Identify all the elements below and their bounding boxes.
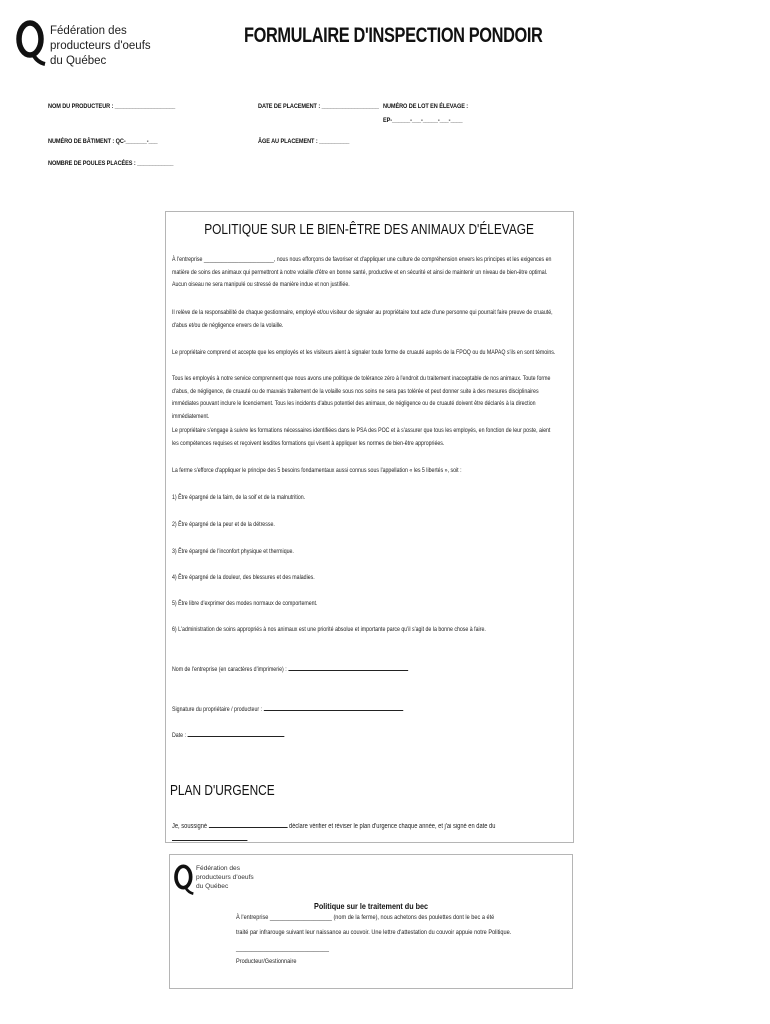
urgency-declaration-row xyxy=(172,821,557,846)
beak-policy-line-1: À l'entreprise ____________________ (nom de la ferme), nous achetons des poulettes dont le bec a été xyxy=(236,914,495,921)
beak-treatment-policy-box xyxy=(169,854,573,989)
signature-row xyxy=(172,704,557,717)
logo-line: producteurs d'oeufs xyxy=(50,40,151,52)
undersigned-name-input-line[interactable] xyxy=(209,827,288,828)
beak-policy-line-2: traité par infrarouge suivant leur naissance au couvoir. Une lettre d'attestation du couvoir appuie notre Politique. xyxy=(236,929,512,936)
fpoq-logo-text xyxy=(50,24,151,69)
placement-date-field[interactable]: DATE DE PLACEMENT : ___________________ xyxy=(258,103,379,110)
logo-line: Fédération des xyxy=(50,25,127,37)
logo-line: Fédération des xyxy=(196,865,240,872)
signature-input-line[interactable] xyxy=(263,710,402,711)
lot-number-label: NUMÉRO DE LOT EN ÉLEVAGE : xyxy=(383,103,469,110)
policy-paragraph-5: Le propriétaire s'engage à suivre les formations nécessaires identifiées dans le PSA des POC et à s'assurer que tous les employés, en fonction de leur poste, aient les compétences requises et reçoivent lesdites formations qui visent à appliquer les normes de bien-être appropriées. xyxy=(172,427,551,447)
logo-line: du Québec xyxy=(196,882,229,890)
policy-paragraph-4: Tous les employés à notre service comprennent que nous avons une politique de tolérance zéro à l'endroit du traitement inacceptable de nos animaux. Toute forme d'abus, de négligence, de cruauté ou de mauvais traitement de la volaille sous nos soins ne sera pas tolérée et peut donner suite à des mesures disciplinaires immédiates pouvant inclure le licenciement. Tous les incidents d'abus potentiel des animaux, de négligence ou de cruauté doivent être déclarés à la direction immédiatement. xyxy=(172,375,551,420)
hens-placed-field[interactable]: NOMBRE DE POULES PLACÉES : ____________ xyxy=(48,160,174,167)
freedom-item: 5) Être libre d'exprimer des modes normaux de comportement. xyxy=(172,600,318,607)
logo-line: du Québec xyxy=(50,55,107,67)
urgency-text-middle: déclare vérifier et réviser le plan d'urgence chaque année, et j'ai signé en date du xyxy=(289,823,496,830)
form-title: FORMULAIRE D'INSPECTION PONDOIR xyxy=(244,24,543,47)
policy-paragraph-6: La ferme s'efforce d'appliquer le principe des 5 besoins fondamentaux aussi connus sous l'appellation « les 5 libertés », soit : xyxy=(172,467,462,474)
placement-age-field[interactable]: ÂGE AU PLACEMENT : __________ xyxy=(258,138,350,145)
freedom-item: 2) Être épargné de la peur et de la détresse. xyxy=(172,521,275,528)
freedom-item: 3) Être épargné de l'inconfort physique et thermique. xyxy=(172,548,294,555)
urgency-text-start: Je, soussigné xyxy=(172,823,208,830)
beak-policy-title: Politique sur le traitement du bec xyxy=(313,901,429,911)
fpoq-logo-q-icon xyxy=(16,18,46,66)
freedom-item: 6) L'administration de soins appropriés à nos animaux est une priorité absolue et importante parce qu'il s'agit de la bonne chose à faire. xyxy=(172,626,486,633)
company-name-input-line[interactable] xyxy=(288,670,408,671)
company-name-row xyxy=(172,664,557,677)
freedom-item: 1) Être épargné de la faim, de la soif et de la malnutrition. xyxy=(172,494,306,501)
fpoq-small-logo-text xyxy=(196,865,254,891)
animal-welfare-policy-box xyxy=(165,211,574,843)
beak-signatory-role: Producteur/Gestionnaire xyxy=(236,958,297,965)
signature-label: Signature du propriétaire / producteur : xyxy=(172,706,263,713)
urgency-plan-title: PLAN D'URGENCE xyxy=(170,783,275,799)
policy-paragraph-2: Il relève de la responsabilité de chaque gestionnaire, employé et/ou visiteur de signaler au propriétaire tout acte d'une personne qui pourrait faire preuve de cruauté, d'abus et/ou de négligence envers de la volaille. xyxy=(172,309,553,329)
date-row xyxy=(172,730,557,743)
lot-number-field[interactable]: EP-______-___-_____-___-____ xyxy=(383,117,463,124)
logo-line: producteurs d'oeufs xyxy=(196,873,254,881)
policy-paragraph-3: Le propriétaire comprend et accepte que les employés et les visiteurs aient à signaler toute forme de cruauté auprès de la FPOQ ou du MAPAQ s'ils en sont témoins. xyxy=(172,349,556,356)
producer-name-field[interactable]: NOM DU PRODUCTEUR : ____________________ xyxy=(48,103,176,110)
date-input-line[interactable] xyxy=(187,736,284,737)
policy-title: POLITIQUE SUR LE BIEN-ÊTRE DES ANIMAUX D'ÉLEVAGE xyxy=(204,222,535,238)
policy-paragraph-1: À l'entreprise ________________________, nous nous efforçons de favoriser et d'appliquer une culture de compréhension envers les principes et les exigences en matière de soins des animaux qui permettront à notre volaille d'être en bonne santé, productive et en sécurité et ainsi de maintenir un niveau de bien-être optimal. Aucun oiseau ne sera manipulé ou stressé de manière indue et non justifiée. xyxy=(172,256,552,289)
date-label: Date : xyxy=(172,732,186,739)
building-number-field[interactable]: NUMÉRO DE BÂTIMENT : QC-_______-___ xyxy=(48,138,158,145)
policy-title-wrap xyxy=(166,221,573,239)
beak-signature-line[interactable]: ______________________________ xyxy=(236,945,329,952)
company-name-label: Nom de l'entreprise (en caractères d'imprimerie) : xyxy=(172,666,287,673)
urgency-date-input-line[interactable] xyxy=(172,840,247,841)
fpoq-small-logo-q-icon xyxy=(174,863,194,895)
freedom-item: 4) Être épargné de la douleur, des blessures et des maladies. xyxy=(172,574,315,581)
